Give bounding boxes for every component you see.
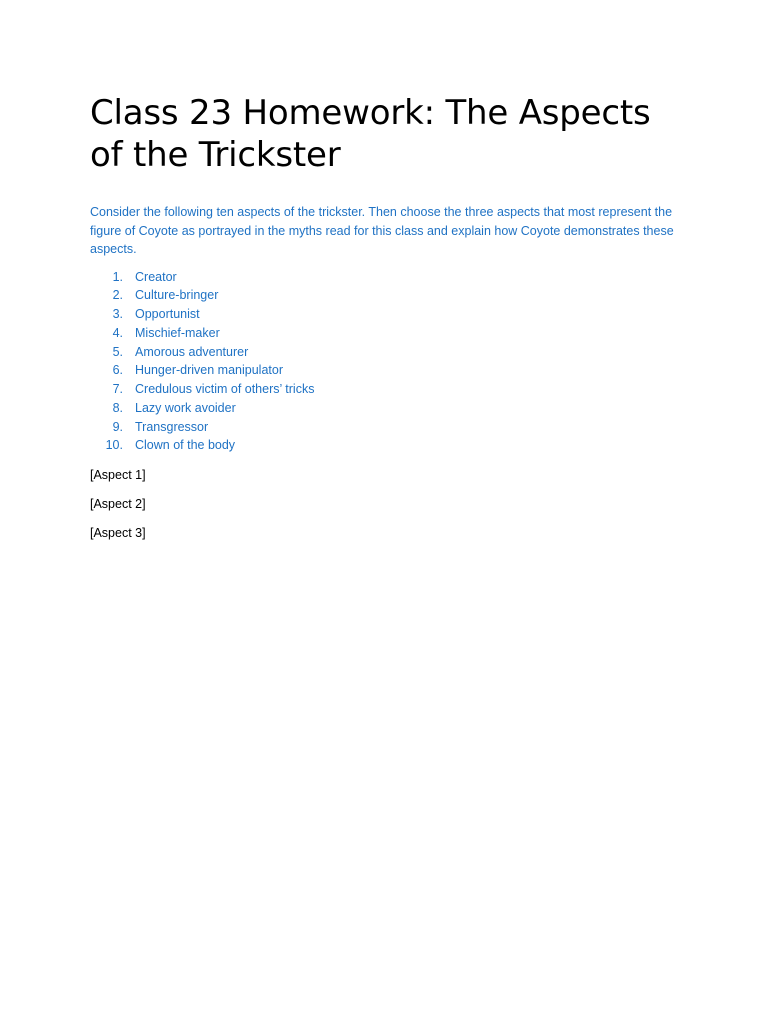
list-item	[90, 324, 690, 343]
list-item-number: 7.	[112, 382, 123, 396]
aspect-list	[90, 268, 690, 456]
list-item-label: Transgressor	[135, 419, 209, 434]
list-item	[90, 305, 690, 324]
list-item-label: Hunger-driven manipulator	[135, 363, 283, 378]
list-item-label: Clown of the body	[135, 438, 236, 453]
list-item	[90, 268, 690, 287]
list-item-label: Credulous victim of others’ tricks	[135, 382, 315, 396]
list-item-label: Culture-bringer	[135, 288, 219, 303]
list-item	[90, 436, 690, 455]
list-item-label: Creator	[135, 269, 177, 284]
list-item	[90, 399, 690, 418]
list-item	[90, 380, 690, 399]
list-item	[90, 286, 690, 305]
instructions-paragraph: Consider the following ten aspects of the trickster. Then choose the three aspects that most represent the figure of Coyote as portrayed in the myths read for this class and explain how Coyote demonstrates these aspects.	[90, 205, 674, 256]
list-item-number: 5.	[112, 344, 123, 359]
list-item-number: 9.	[112, 419, 123, 434]
list-item	[90, 361, 690, 380]
answer-placeholder-aspect-3: [Aspect 3]	[90, 526, 146, 540]
list-item	[90, 343, 690, 362]
list-item-number: 2.	[112, 288, 123, 303]
list-item-number: 4.	[112, 325, 123, 340]
list-item-label: Amorous adventurer	[135, 344, 249, 359]
answer-placeholder-aspect-1: [Aspect 1]	[90, 468, 146, 482]
list-item-number: 3.	[112, 307, 123, 321]
document-page	[90, 92, 690, 542]
document-title: Class 23 Homework: The Aspects of the Trickster	[90, 93, 651, 175]
list-item-label: Lazy work avoider	[135, 400, 236, 415]
list-item-label: Mischief-maker	[135, 325, 220, 340]
list-item	[90, 418, 690, 437]
answer-placeholder-aspect-2: [Aspect 2]	[90, 497, 146, 511]
list-item-number: 6.	[112, 363, 123, 378]
list-item-number: 8.	[112, 400, 123, 415]
list-item-number: 10.	[105, 438, 123, 453]
list-item-number: 1.	[112, 269, 123, 284]
list-item-label: Opportunist	[135, 307, 200, 321]
